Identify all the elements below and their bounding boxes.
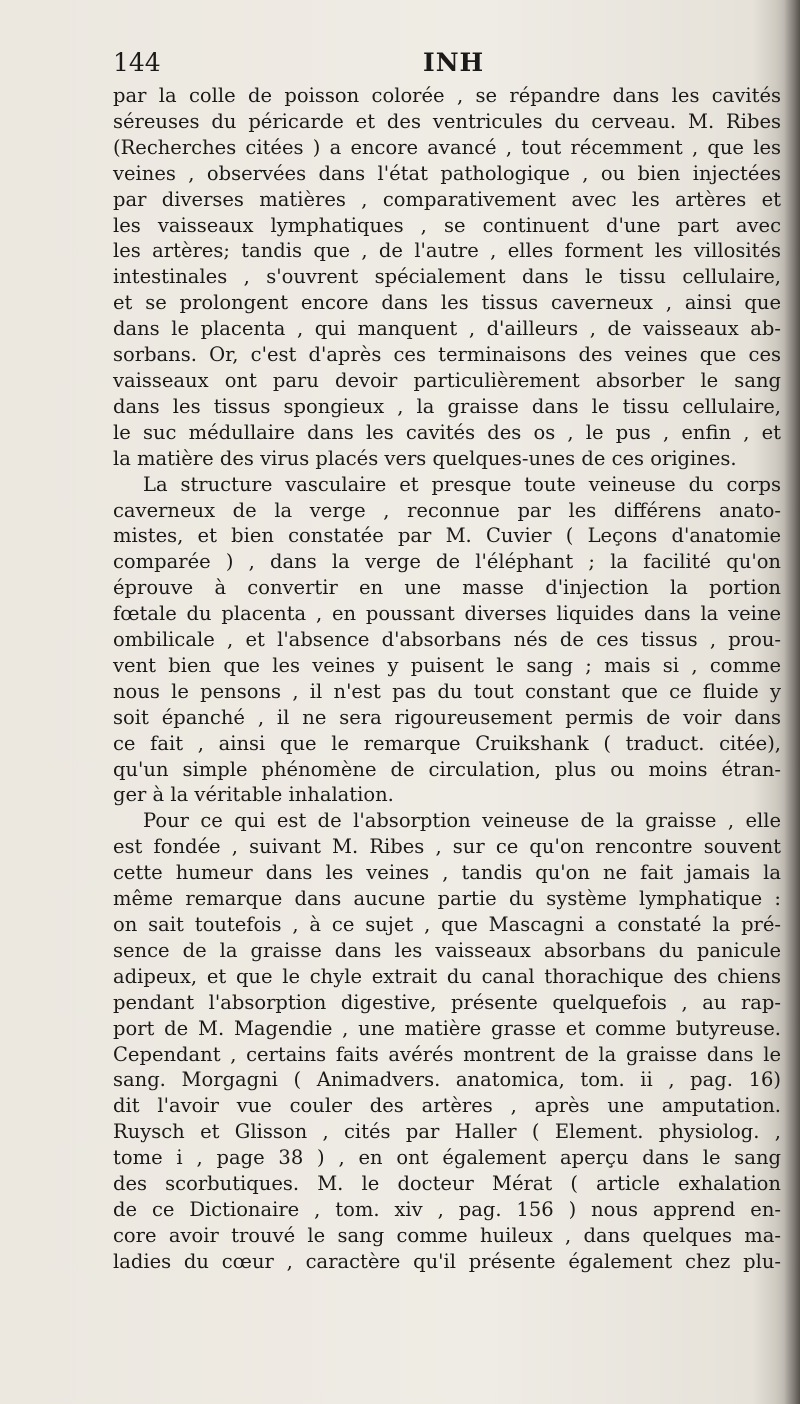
text-line: Cependant , certains faits avérés montrent de la graisse dans le	[113, 1042, 781, 1066]
text-line: la matière des virus placés vers quelques-unes de ces origines.	[113, 446, 737, 470]
text-line: ce fait , ainsi que le remarque Cruikshank ( traduct. citée),	[113, 731, 781, 755]
text-line: soit épanché , il ne sera rigoureusement permis de voir dans	[113, 705, 781, 729]
text-line: cette humeur dans les veines , tandis qu'on ne fait jamais la	[113, 861, 781, 885]
text-line: par diverses matières , comparativement avec les artères et	[113, 187, 781, 211]
text-line: par la colle de poisson colorée , se répandre dans les cavités	[113, 84, 781, 107]
text-line: mistes, et bien constatée par M. Cuvier ( Leçons d'anatomie	[113, 524, 781, 548]
text-line: sence de la graisse dans les vaisseaux absorbans du panicule	[113, 938, 781, 962]
text-line: et se prolongent encore dans les tissus caverneux , ainsi que	[113, 291, 781, 315]
text-line: vaisseaux ont paru devoir particulièrement absorber le sang	[113, 368, 781, 392]
text-line: les vaisseaux lymphatiques , se continuent d'une part avec	[113, 213, 781, 237]
text-line: nous le pensons , il n'est pas du tout constant que ce fluide y	[113, 679, 781, 703]
text-line: adipeux, et que le chyle extrait du canal thorachique des chiens	[113, 964, 781, 988]
body-text	[113, 83, 781, 1275]
text-line: dans les tissus spongieux , la graisse dans le tissu cellulaire,	[113, 394, 781, 418]
text-line: ladies du cœur , caractère qu'il présente également chez plu-	[113, 1249, 781, 1273]
text-line: on sait toutefois , à ce sujet , que Mascagni a constaté la pré-	[113, 913, 781, 936]
text-line: qu'un simple phénomène de circulation, plus ou moins étran-	[113, 757, 781, 781]
text-line: pendant l'absorption digestive, présente quelquefois , au rap-	[113, 990, 781, 1014]
text-line: même remarque dans aucune partie du système lymphatique :	[113, 887, 781, 911]
text-line: port de M. Magendie , une matière grasse et comme butyreuse.	[113, 1016, 781, 1040]
text-line: ombilicale , et l'absence d'absorbans nés de ces tissus , prou-	[113, 628, 781, 652]
text-line: est fondée , suivant M. Ribes , sur ce qu'on rencontre souvent	[113, 835, 781, 859]
running-head: INH	[423, 48, 485, 77]
page-number: 144	[113, 48, 161, 77]
text-line: fœtale du placenta , en poussant diverses liquides dans la veine	[113, 602, 781, 626]
text-line: sorbans. Or, c'est d'après ces terminaisons des veines que ces	[113, 343, 781, 367]
text-line: intestinales , s'ouvrent spécialement dans le tissu cellulaire,	[113, 265, 781, 289]
page-header	[113, 48, 773, 84]
text-line: dans le placenta , qui manquent , d'ailleurs , de vaisseaux ab-	[113, 317, 781, 341]
text-line: Pour ce qui est de l'absorption veineuse de la graisse , elle	[143, 809, 781, 833]
text-line: dit l'avoir vue couler des artères , après une amputation.	[113, 1094, 781, 1118]
text-line: Ruysch et Glisson , cités par Haller ( Element. physiolog. ,	[113, 1120, 781, 1144]
text-line: La structure vasculaire et presque toute veineuse du corps	[143, 472, 781, 496]
text-line: sang. Morgagni ( Animadvers. anatomica, tom. ii , pag. 16)	[113, 1068, 781, 1092]
text-line: de ce Dictionaire , tom. xiv , pag. 156 ) nous apprend en-	[113, 1197, 781, 1221]
text-line: veines , observées dans l'état pathologique , ou bien injectées	[113, 161, 781, 185]
text-line: les artères; tandis que , de l'autre , elles forment les villosités	[113, 239, 781, 263]
page-gutter-shadow	[784, 0, 800, 1404]
text-line: éprouve à convertir en une masse d'injection la portion	[113, 576, 781, 600]
text-line: core avoir trouvé le sang comme huileux , dans quelques ma-	[113, 1223, 781, 1247]
text-line: caverneux de la verge , reconnue par les différens anato-	[113, 498, 781, 522]
text-line: ger à la véritable inhalation.	[113, 783, 394, 807]
text-line: des scorbutiques. M. le docteur Mérat ( article exhalation	[113, 1172, 781, 1196]
text-line: vent bien que les veines y puisent le sang ; mais si , comme	[113, 653, 781, 677]
text-line: (Recherches citées ) a encore avancé , tout récemment , que les	[113, 135, 781, 159]
text-line: le suc médullaire dans les cavités des os , le pus , enfin , et	[113, 420, 781, 444]
text-line: comparée ) , dans la verge de l'éléphant ; la facilité qu'on	[113, 550, 781, 574]
text-line: tome i , page 38 ) , en ont également aperçu dans le sang	[113, 1146, 781, 1170]
text-line: séreuses du péricarde et des ventricules du cerveau. M. Ribes	[113, 109, 781, 133]
